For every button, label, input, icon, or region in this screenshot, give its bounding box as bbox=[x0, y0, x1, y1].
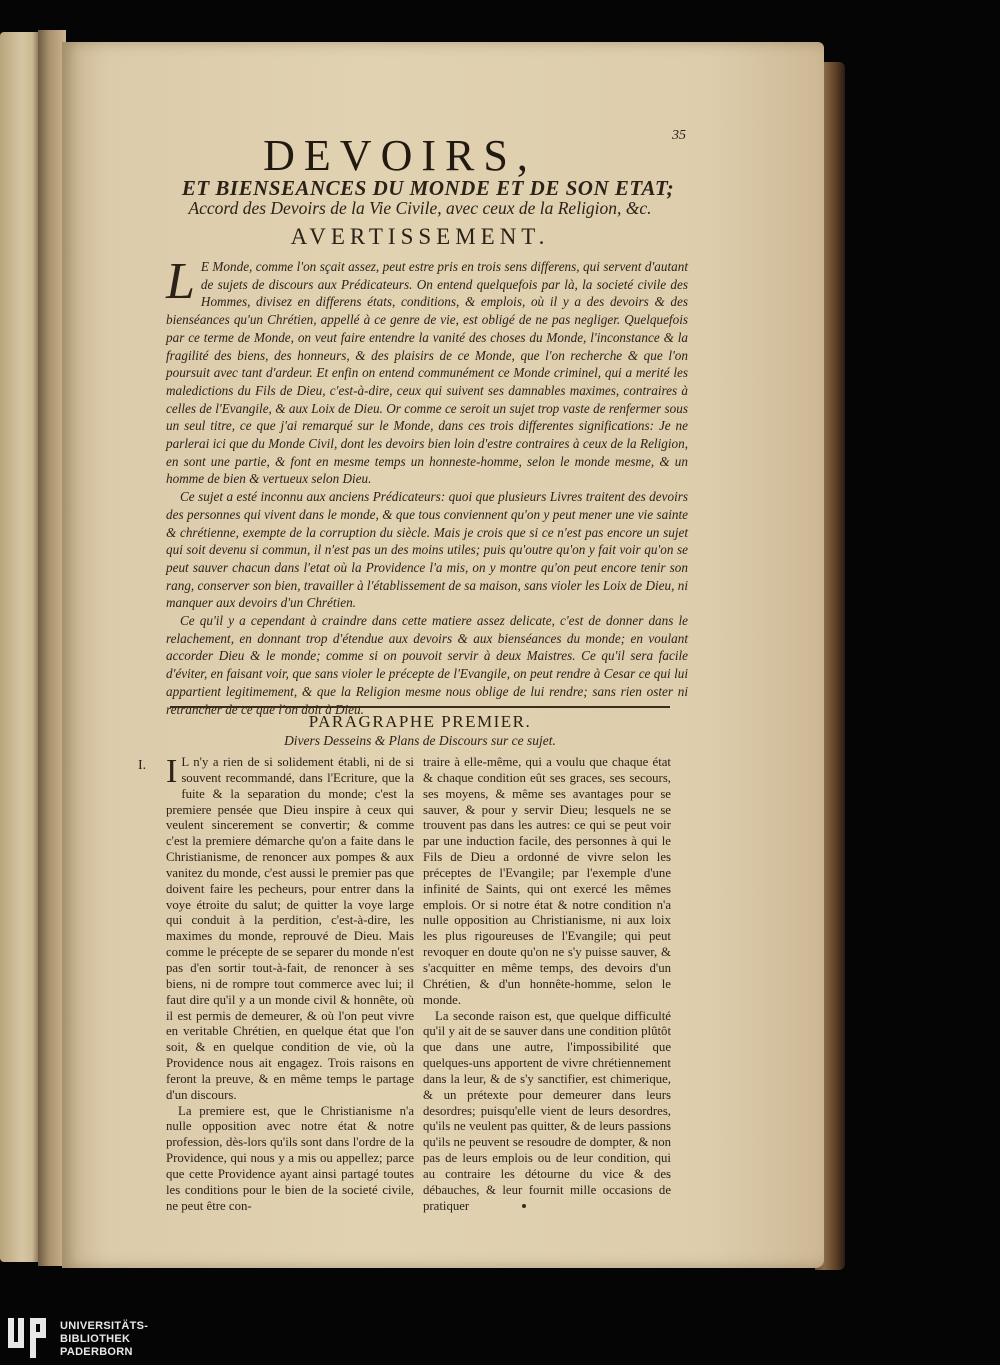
intro-paragraph bbox=[166, 253, 688, 488]
page-mark bbox=[522, 1204, 526, 1208]
right-column bbox=[423, 755, 671, 1214]
section-numeral: I. bbox=[138, 758, 147, 773]
logo-line-3: PADERBORN bbox=[60, 1345, 133, 1358]
column-paragraph: La seconde raison est, que quelque difficulté qu'il y ait de se sauver dans une condition plûtôt que dans une autre, l'impossibilité que quelques-uns apportent de vivre chrétiennement dans la leur, & de s'y sanctifier, est chimerique, & un prétexte pour demeurer dans leurs desordres; puisqu'elle vient de leurs desordres, qu'ils ne veulent pas quitter, & de leurs passions qu'ils ne peuvent se resoudre de dompter, & non pas de leurs emplois ou de leur condition, qui au contraire les détourne du vice & des débauches, & leur fournit mille occasions de pratiquer bbox=[423, 1008, 671, 1213]
column-paragraph: La premiere est, que le Christianisme n'a nulle opposition avec notre état & notre profession, dès-lors qu'ils sont dans l'ordre de la Providence, qui nous y a mis ou appellez; parce que cette Providence ayant ainsi partagé toutes les conditions pour le bien de la societé civile, ne peut être con- bbox=[166, 1103, 414, 1213]
logo-line-2: BIBLIOTHEK bbox=[60, 1332, 131, 1345]
column-paragraph: traire à elle-même, qui a voulu que chaque état & chaque condition eût ses graces, ses secours, ses moyens, & même ses avantages pour se sauver, & pour y servir Dieu; lesquels ne se trouvent pas dans les autres: ce qui se peut voir par une induction facile, des personnes à qui le Fils de Dieu a ordonné de vivre selon les préceptes de l'Evangile; par l'exemple d'une infinité de Saints, qui ont exercé les mêmes emplois. Or si notre état & notre condition n'a nulle opposition au Christianisme, ni aux loix les plus rigoureuses de l'Evangile; qui peut revoquer en doute qu'on ne s'y puisse sauver, & s'acquitter en même temps, des devoirs d'un Chrétien, & d'un honnête-homme, selon le monde. bbox=[423, 755, 671, 1007]
body-dropcap: I bbox=[166, 753, 178, 790]
subtitle-line-1: ET BIENSEANCES DU MONDE ET DE SON ETAT; bbox=[181, 176, 675, 200]
paragraph-heading: PARAGRAPHE PREMIER. bbox=[308, 712, 532, 731]
notice-heading: AVERTISSEMENT. bbox=[290, 224, 550, 249]
library-logo bbox=[8, 1318, 148, 1360]
intro-text bbox=[166, 253, 688, 718]
library-logo-icon bbox=[8, 1318, 52, 1360]
column-paragraph bbox=[166, 755, 414, 1104]
page-title: DEVOIRS, bbox=[263, 131, 537, 180]
intro-paragraph: Ce qu'il y a cependant à craindre dans cette matiere assez delicate, c'est de donner dans le relachement, en donnant trop d'étendue aux devoirs & aux bienséances du monde; en voulant accorder Dieu & le monde; comme si on pouvoit servir à deux Maistres. Ce qu'il sera facile d'éviter, en faisant voir, que sans violer le précepte de l'Evangile, on peut rendre à Cesar ce qui lui appartient legitimement, & que la Religion mesme nous oblige de lui rendre; sans rien oster ni retrancher de ce que l'on doit à Dieu. bbox=[166, 613, 688, 717]
logo-line-1: UNIVERSITÄTS- bbox=[60, 1319, 149, 1332]
left-column bbox=[166, 755, 414, 1214]
library-logo-text bbox=[60, 1320, 148, 1359]
column-paragraph-text: L n'y a rien de si solidement établi, ni de si souvent recommandé, dans l'Ecriture, que la fuite & la separation du monde; c'est la premiere pensée que Dieu inspire à ceux qui veulent sincerement se convertir; & comme c'est la premiere démarche qu'on a faite dans le Christianisme, de renoncer aux pompes & aux vanitez du monde, c'est aussi le premier pas que doivent faire les pecheurs, pour entrer dans la voye étroite du salut; de quitter la voye large qui conduit à la perdition, c'est-à-dire, les maximes du monde, reprouvé de Dieu. Mais comme le précepte de se separer du monde n'est pas d'en sortir tout-à-fait, de renoncer à ses biens, ni de rompre tout commerce avec lui; il faut dire qu'il y a un monde civil & honnête, où il est permis de demeurer, & où l'on peut vivre en veritable Chrétien, en quelque état que l'on soit, & en quelque condition de vie, où la Providence nous ait engagez. Trois raisons en feront la preuve, & en même temps le partage d'un discours. bbox=[166, 755, 414, 1102]
intro-paragraph: Ce sujet a esté inconnu aux anciens Prédicateurs: quoi que plusieurs Livres traitent des devoirs des personnes qui vivent dans le monde, & que tous conviennent qu'on y peut mener une vie sainte & chrétienne, exempte de la corruption du siècle. Mais je crois que si ce n'est pas encore un sujet qui soit devenu si commun, il n'est pas un des moins utiles; puis qu'outre qu'on y fait voir qu'on se peut sauver chacun dans l'etat où la Providence l'a mis, on y montre qu'on peut encore tenir son rang, conserver son bien, travailler à l'établissement de sa maison, sans violer les Loix de Dieu, ni manquer aux devoirs d'un Chrétien. bbox=[166, 489, 688, 611]
intro-dropcap: L bbox=[166, 253, 195, 310]
paragraph-subheading: Divers Desseins & Plans de Discours sur ce sujet. bbox=[284, 733, 556, 748]
left-page-edge bbox=[0, 32, 40, 1262]
intro-paragraph-text: E Monde, comme l'on sçait assez, peut estre pris en trois sens differens, qui servent d'autant de sujets de discours aux Prédicateurs. On entend quelquefois par là, la societé civile des Hommes, divisez en differens états, conditions, & emplois, où il y a des devoirs & des bienséances qu'un Chrétien, appellé à ce genre de vie, est obligé de ne pas negliger. Quelquefois par ce terme de Monde, on veut faire entendre la vanité des choses du Monde, l'inconstance & la fragilité des biens, des honneurs, & des plaisirs de ce Monde, que l'on recherche & que l'on poursuit avec tant d'ardeur. Et enfin on entend communément ce Monde criminel, qui a merité les maledictions du Fils de Dieu, c'est-à-dire, ceux qui suivent ses damnables maximes, contraires à celles de l'Evangile, & aux Loix de Dieu. Or comme ce seroit un sujet trop vaste de renfermer sous un seul titre, ce que j'ai remarqué sur le Monde, dans ces trois differentes significations: Je ne parlerai ici que du Monde Civil, dont les devoirs bien loin d'estre contraires à ceux de la Religion, en sont une partie, & font en mesme temps un honneste-homme, selon le monde mesme, & un homme de bien & vertueux selon Dieu. bbox=[166, 259, 688, 487]
subtitle-line-2: Accord des Devoirs de la Vie Civile, avec ceux de la Religion, &c. bbox=[188, 198, 652, 218]
section-rule bbox=[170, 706, 670, 708]
page-number: 35 bbox=[672, 128, 686, 143]
